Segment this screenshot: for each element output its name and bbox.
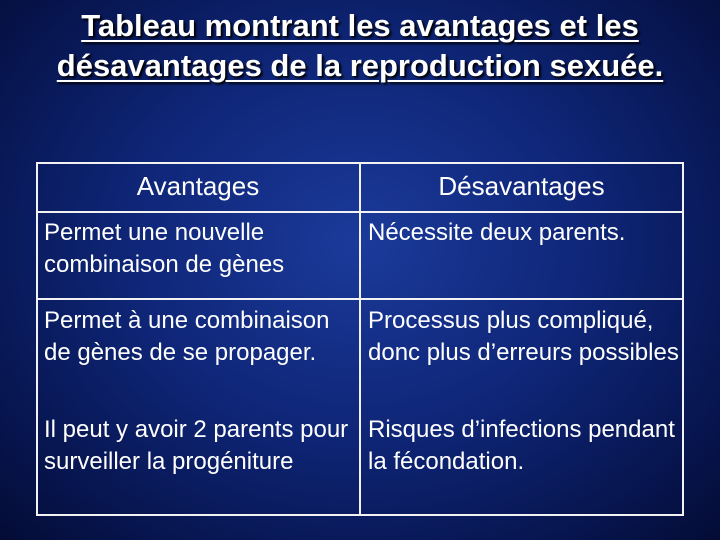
advantage-cell-2b: Il peut y avoir 2 parents pour surveiller la progéniture	[44, 416, 349, 475]
slide-title: Tableau montrant les avantages et les désavantages de la reproduction sexuée.	[56, 8, 664, 83]
header-desavantages: Désavantages	[438, 171, 605, 201]
disadvantage-cell-2b: Risques d’infections pendant la fécondation.	[368, 416, 675, 475]
header-avantages: Avantages	[136, 171, 260, 201]
disadvantage-cell-1: Nécessite deux parents.	[368, 219, 626, 246]
disadvantage-cell-2a: Processus plus compliqué, donc plus d’erreurs possibles	[368, 307, 679, 366]
advantage-cell-1: Permet une nouvelle combinaison de gènes	[44, 219, 285, 278]
table-column-divider	[359, 162, 361, 516]
table-row-divider	[36, 298, 684, 300]
table-header-divider	[36, 211, 684, 213]
advantage-cell-2a: Permet à une combinaison de gènes de se propager.	[44, 307, 330, 366]
